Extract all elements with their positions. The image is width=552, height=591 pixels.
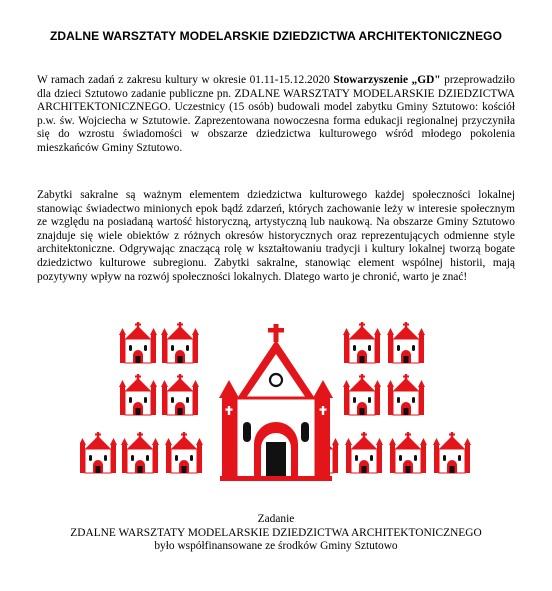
small-church-icon [387,374,425,415]
small-church-icon [387,322,425,363]
document-title: ZDALNE WARSZTATY MODELARSKIE DZIEDZICTWA ARCHITEKTONICZNEGO [49,29,503,43]
small-church-icon [121,432,159,473]
church-illustration [80,318,472,493]
small-church-icon [119,322,157,363]
paragraph-intro [37,74,515,156]
small-church-icon [119,374,157,415]
small-church-icon [345,432,383,473]
footer-line-3: było współfinansowane ze środków Gminy Sztutowo [154,540,398,553]
small-church-icon [343,374,381,415]
paragraph-intro-part2: przeprowadziło dla dzieci Sztutowo zadanie publiczne pn. ZDALNE WARSZTATY MODELARSKIE DZIEDZICTWA ARCHITEKTONICZNEGO. Uczestnicy (15 osób) budowali model zabytku Gminy Sztutowo: kościół p.w. św. Wojciecha w Sztutowie. Zaprezentowana nowoczesna forma edukacji regionalnej przyczyniła się do wzrostu świadomości w obszarze dziedzictwa kulturowego wśród młodego pokolenia mieszkańców Gminy Sztutowo. [37,74,515,154]
small-church-icon [433,432,471,473]
document-footer [0,513,552,554]
small-church-icon [343,322,381,363]
paragraph-heritage: Zabytki sakralne są ważnym elementem dziedzictwa kulturowego każdej społeczności lokalnej stanowiąc świadectwo minionych epok bądź zdarzeń, których zachowanie leży w interesie społecznym ze względu na posiadaną wartość historyczną, artystyczną lub naukową. Na obszarze Gminy Sztutowo znajduje się wiele obiektów z różnych okresów historycznych oraz reprezentujących odmienne style architektoniczne. Odgrywając znaczącą rolę w kształtowaniu tradycji i kultury lokalnej tworzą bogate dziedzictwo kulturowe subregionu. Zabytki sakralne, stanowiąc element wspólnej historii, mają pozytywny wpływ na rozwój społeczności lokalnych. Dlatego warto je chronić, warto je znać! [37,189,515,283]
organization-name: Stowarzyszenie „GD" [333,74,441,86]
main-church-icon [219,324,333,481]
footer-line-2: ZDALNE WARSZTATY MODELARSKIE DZIEDZICTWA ARCHITEKTONICZNEGO [70,526,482,539]
small-church-icon [389,432,427,473]
paragraph-intro-part1: W ramach zadań z zakresu kultury w okresie 01.11-15.12.2020 [37,74,334,86]
small-church-icon [161,374,199,415]
small-church-icon [165,432,203,473]
footer-line-1: Zadanie [257,513,295,525]
small-church-icon [80,432,117,473]
small-church-icon [161,322,199,363]
